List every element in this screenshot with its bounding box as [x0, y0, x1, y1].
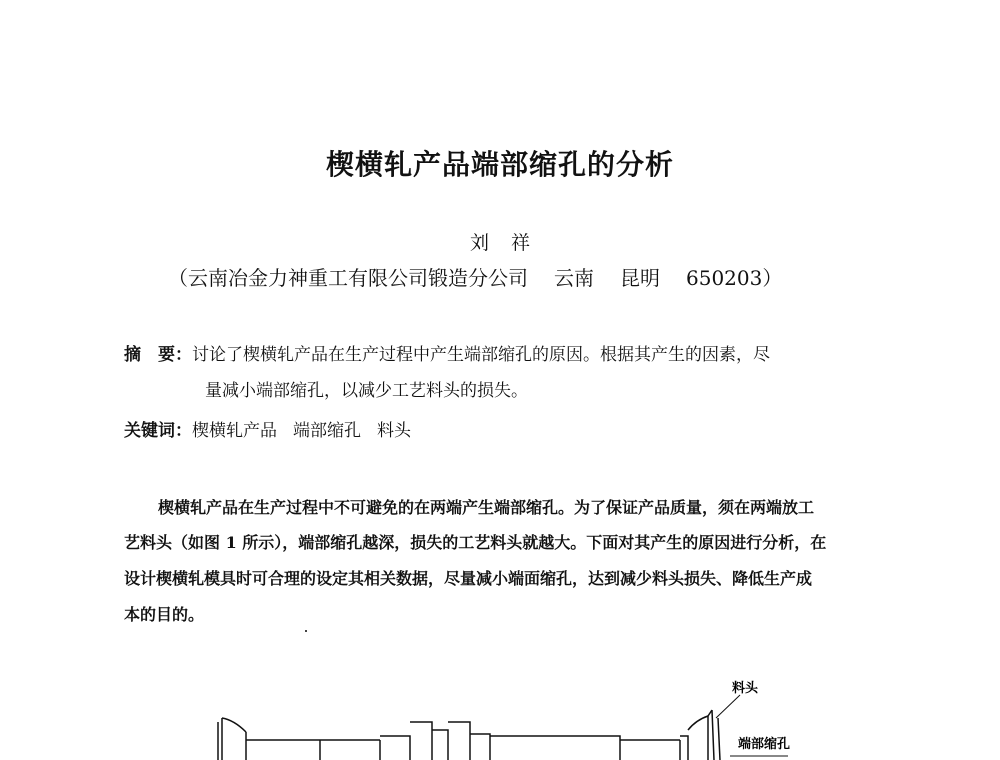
figure-1-shaft-drawing: [200, 670, 800, 760]
scan-speck: [305, 630, 307, 632]
affiliation-org: （云南冶金力神重工有限公司锻造分公司: [168, 266, 528, 290]
keyword-item: 楔横轧产品: [192, 421, 277, 441]
abstract-line-2: 量减小端部缩孔，以减少工艺料头的损失。: [205, 381, 528, 401]
author-name: 刘祥: [469, 232, 552, 254]
affiliation-postcode: 650203）: [686, 266, 783, 290]
body-line-3: 设计楔横轧模具时可合理的设定其相关数据，尽量减小端面缩孔，达到减少料头损失、降低生产成: [124, 569, 813, 588]
paper-title: 楔横轧产品端部缩孔的分析: [325, 148, 674, 181]
keyword-item: 料头: [377, 421, 411, 441]
keywords-label: 关键词：: [124, 421, 192, 441]
keywords: [124, 416, 411, 441]
body-line-1: 楔横轧产品在生产过程中不可避免的在两端产生端部缩孔。为了保证产品质量，须在两端放工: [158, 498, 815, 517]
shaft-outline: [218, 710, 720, 760]
body-line-2: 艺料头（如图 1 所示），端部缩孔越深，损失的工艺料头就越大。下面对其产生的原因进行分析，在: [124, 533, 827, 552]
affiliation-city: 昆明: [620, 266, 660, 290]
affiliation: [168, 262, 782, 291]
body-line-4: 本的目的。: [124, 605, 205, 624]
keyword-item: 端部缩孔: [293, 421, 361, 441]
abstract-label: 摘 要：: [124, 345, 192, 365]
figure-label-head: 料头: [732, 681, 759, 696]
affiliation-province: 云南: [554, 266, 594, 290]
abstract-text-1: 讨论了楔横轧产品在生产过程中产生端部缩孔的原因。根据其产生的因素，尽: [192, 345, 770, 365]
abstract-line-1: [124, 340, 770, 365]
figure-label-shrink: 端部缩孔: [738, 737, 791, 752]
